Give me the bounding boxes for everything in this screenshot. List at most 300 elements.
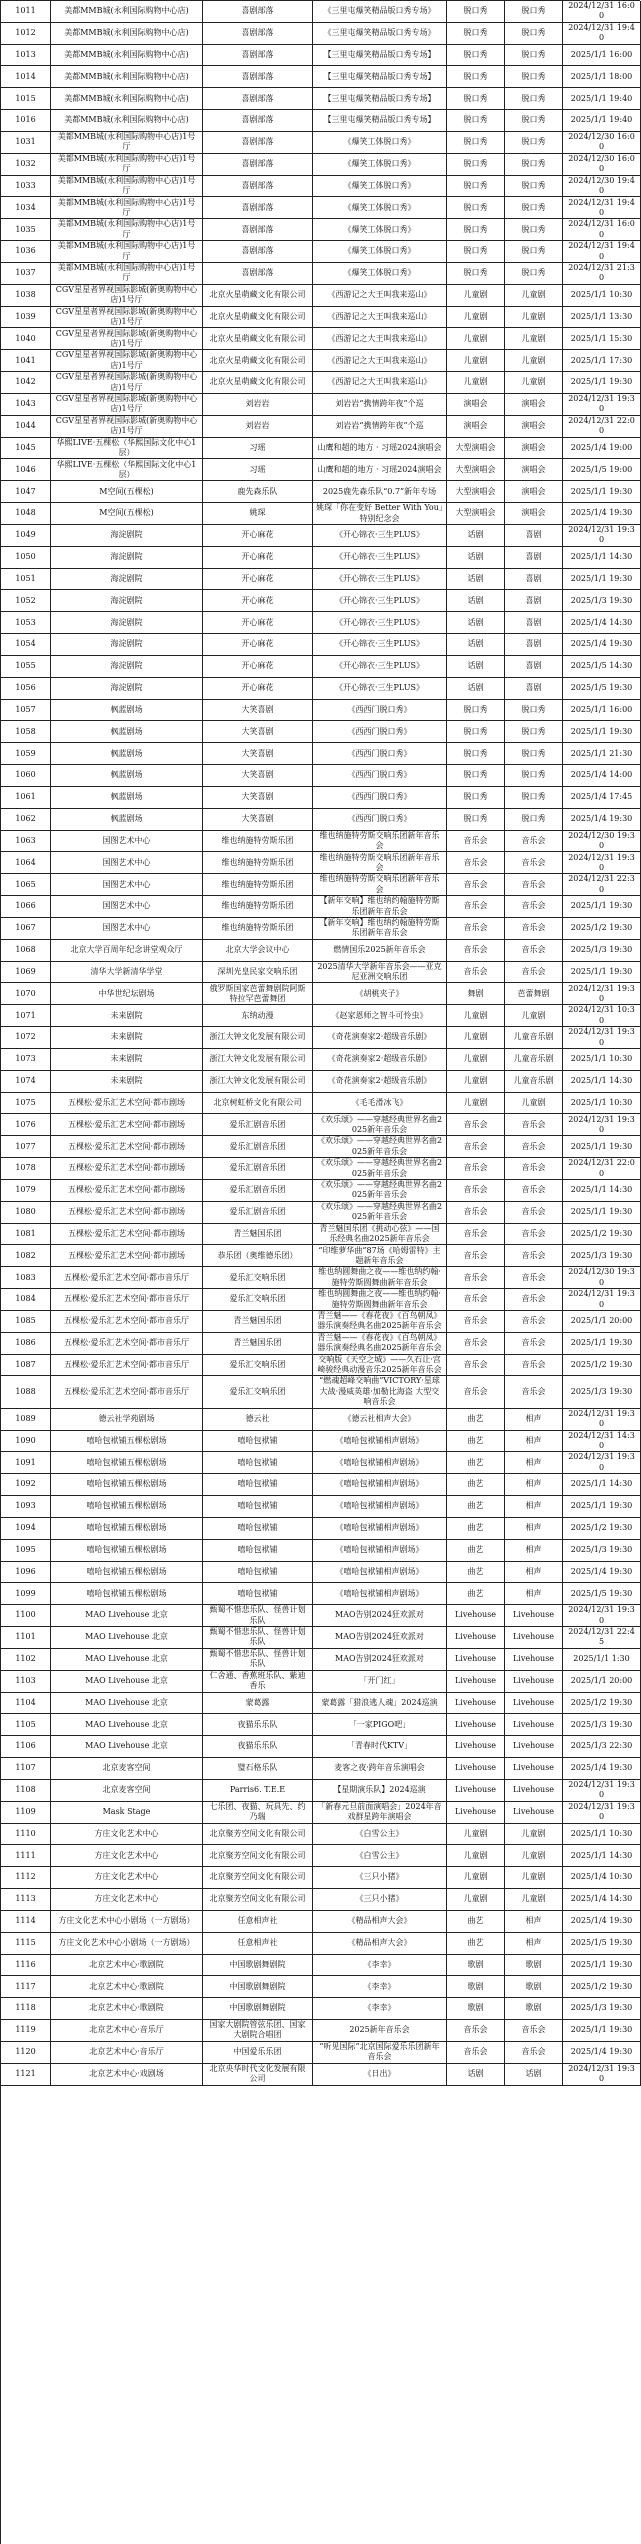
venue-cell: MAO Livehouse 北京 (51, 1693, 203, 1715)
show-title-cell: 《开心锦衣·三生PLUS》 (313, 656, 447, 678)
venue-cell: M空间(五棵松) (51, 481, 203, 503)
subcategory-cell: 喜剧 (505, 656, 563, 678)
venue-cell: 五棵松·爱乐汇艺术空间·都市音乐厅 (51, 1267, 203, 1289)
venue-cell: 美都MMB城(永利国际购物中心店) (51, 88, 203, 110)
organizer-cell: 北京火星萌藏文化有限公司 (203, 328, 313, 350)
subcategory-cell: 音乐会 (505, 1333, 563, 1355)
category-cell: 脱口秀 (447, 154, 505, 176)
row-number-cell: 1082 (1, 1245, 51, 1267)
datetime-cell: 2024/12/30 19:40 (563, 176, 641, 198)
venue-cell: MAO Livehouse 北京 (51, 1736, 203, 1758)
row-number-cell: 1046 (1, 459, 51, 481)
subcategory-cell: 音乐会 (505, 1224, 563, 1246)
venue-cell: 北京艺术中心·歌剧院 (51, 1955, 203, 1977)
datetime-cell: 2024/12/31 19:30 (563, 1114, 641, 1136)
venue-cell: 未来剧院 (51, 1071, 203, 1093)
category-cell: 音乐会 (447, 1158, 505, 1180)
show-title-cell: 《精品相声大会》 (313, 1933, 447, 1955)
category-cell: 儿童剧 (447, 1845, 505, 1867)
datetime-cell: 2024/12/31 14:30 (563, 1431, 641, 1453)
category-cell: Livehouse (447, 1802, 505, 1824)
organizer-cell: 甄蜀不惜悲乐队、怪兽计划乐队 (203, 1627, 313, 1649)
category-cell: 脱口秀 (447, 765, 505, 787)
row-number-cell: 1055 (1, 656, 51, 678)
category-cell: 脱口秀 (447, 176, 505, 198)
datetime-cell: 2025/1/1 19:30 (563, 372, 641, 394)
category-cell: Livehouse (447, 1671, 505, 1693)
row-number-cell: 1118 (1, 1998, 51, 2020)
show-title-cell: 《白雪公主》 (313, 1845, 447, 1867)
row-number-cell: 1073 (1, 1049, 51, 1071)
show-title-cell: 青兰魅——《春花夜》《百鸟朝凤》器乐演奏经典名曲2025新年音乐会 (313, 1311, 447, 1333)
datetime-cell: 2025/1/1 16:00 (563, 700, 641, 722)
row-number-cell: 1049 (1, 525, 51, 547)
row-number-cell: 1047 (1, 481, 51, 503)
row-number-cell: 1076 (1, 1114, 51, 1136)
datetime-cell: 2024/12/31 19:30 (563, 1452, 641, 1474)
subcategory-cell: 音乐会 (505, 2020, 563, 2042)
category-cell: 儿童剧 (447, 350, 505, 372)
show-title-cell: 《爆笑工体脱口秀》 (313, 241, 447, 263)
category-cell: 儿童剧 (447, 285, 505, 307)
row-number-cell: 1054 (1, 634, 51, 656)
organizer-cell: 爱乐汇交响乐团 (203, 1289, 313, 1311)
organizer-cell: 开心麻花 (203, 678, 313, 700)
subcategory-cell: 音乐会 (505, 1114, 563, 1136)
subcategory-cell: 相声 (505, 1452, 563, 1474)
subcategory-cell: Livehouse (505, 1605, 563, 1627)
organizer-cell: 璧石格乐队 (203, 1758, 313, 1780)
subcategory-cell: 喜剧 (505, 569, 563, 591)
row-number-cell: 1074 (1, 1071, 51, 1093)
row-number-cell: 1081 (1, 1224, 51, 1246)
category-cell: 脱口秀 (447, 197, 505, 219)
venue-cell: 中华世纪坛剧场 (51, 983, 203, 1005)
venue-cell: 五棵松·爱乐汇艺术空间·都市剧场 (51, 1245, 203, 1267)
datetime-cell: 2025/1/1 13:30 (563, 307, 641, 329)
venue-cell: M空间(五棵松) (51, 503, 203, 525)
organizer-cell: 爱乐汇剧音乐团 (203, 1158, 313, 1180)
organizer-cell: 大笑喜剧 (203, 721, 313, 743)
subcategory-cell: 脱口秀 (505, 88, 563, 110)
venue-cell: 美都MMB城(永利国际购物中心店)1号厅 (51, 241, 203, 263)
datetime-cell: 2025/1/3 19:30 (563, 1376, 641, 1408)
organizer-cell: 鹿先森乐队 (203, 481, 313, 503)
datetime-cell: 2025/1/1 19:30 (563, 721, 641, 743)
organizer-cell: 爱乐汇剧音乐团 (203, 1114, 313, 1136)
datetime-cell: 2024/12/31 19:30 (563, 1605, 641, 1627)
category-cell: Livehouse (447, 1649, 505, 1671)
show-title-cell: 《嘻哈包袱铺相声剧场》 (313, 1540, 447, 1562)
subcategory-cell: 脱口秀 (505, 197, 563, 219)
subcategory-cell: 相声 (505, 1518, 563, 1540)
category-cell: 歌剧 (447, 1976, 505, 1998)
datetime-cell: 2024/12/30 16:00 (563, 132, 641, 154)
row-number-cell: 1075 (1, 1093, 51, 1115)
datetime-cell: 2025/1/4 19:30 (563, 2042, 641, 2064)
datetime-cell: 2025/1/3 19:30 (563, 590, 641, 612)
show-title-cell: 《嘻哈包袱铺相声剧场》 (313, 1518, 447, 1540)
category-cell: 音乐会 (447, 896, 505, 918)
organizer-cell: 浙江大钟文化发展有限公司 (203, 1049, 313, 1071)
show-title-cell: “听见国际”北京国际爱乐乐团新年音乐会 (313, 2042, 447, 2064)
subcategory-cell: 歌剧 (505, 1955, 563, 1977)
row-number-cell: 1066 (1, 896, 51, 918)
category-cell: 脱口秀 (447, 23, 505, 45)
datetime-cell: 2025/1/1 19:30 (563, 569, 641, 591)
datetime-cell: 2024/12/31 19:30 (563, 2064, 641, 2086)
row-number-cell: 1065 (1, 874, 51, 896)
venue-cell: 北京麦客空间 (51, 1780, 203, 1802)
row-number-cell: 1039 (1, 307, 51, 329)
venue-cell: 未来剧院 (51, 1027, 203, 1049)
row-number-cell: 1120 (1, 2042, 51, 2064)
subcategory-cell: 歌剧 (505, 1998, 563, 2020)
organizer-cell: 大笑喜剧 (203, 700, 313, 722)
organizer-cell: 喜剧部落 (203, 176, 313, 198)
show-title-cell: MAO告别2024狂欢派对 (313, 1627, 447, 1649)
datetime-cell: 2024/12/31 22:00 (563, 416, 641, 438)
datetime-cell: 2025/1/4 19:30 (563, 1911, 641, 1933)
category-cell: 音乐会 (447, 1202, 505, 1224)
organizer-cell: 爱乐汇交响乐团 (203, 1355, 313, 1377)
show-title-cell: 《德云社相声大会》 (313, 1409, 447, 1431)
category-cell: 话剧 (447, 2064, 505, 2086)
subcategory-cell: 脱口秀 (505, 809, 563, 831)
row-number-cell: 1079 (1, 1180, 51, 1202)
datetime-cell: 2024/12/31 16:00 (563, 1, 641, 23)
show-title-cell: 《嘻哈包袱铺相声剧场》 (313, 1431, 447, 1453)
show-title-cell: 《西游记之大王叫我来巡山》 (313, 328, 447, 350)
datetime-cell: 2025/1/2 19:30 (563, 1518, 641, 1540)
organizer-cell: 德云社 (203, 1409, 313, 1431)
venue-cell: 五棵松·爱乐汇艺术空间·都市剧场 (51, 1224, 203, 1246)
show-title-cell: 【三里屯爆笑精品版口秀专场】 (313, 66, 447, 88)
organizer-cell: 任意相声社 (203, 1911, 313, 1933)
subcategory-cell: 脱口秀 (505, 154, 563, 176)
organizer-cell: 北京大学会议中心 (203, 940, 313, 962)
datetime-cell: 2025/1/1 19:30 (563, 962, 641, 984)
row-number-cell: 1068 (1, 940, 51, 962)
show-title-cell: 《李幸》 (313, 1976, 447, 1998)
row-number-cell: 1088 (1, 1376, 51, 1408)
datetime-cell: 2025/1/1 19:30 (563, 481, 641, 503)
venue-cell: 嘻哈包袱铺五棵松剧场 (51, 1583, 203, 1605)
subcategory-cell: 相声 (505, 1474, 563, 1496)
venue-cell: 嘻哈包袱铺五棵松剧场 (51, 1474, 203, 1496)
organizer-cell: 爱乐汇剧音乐团 (203, 1202, 313, 1224)
row-number-cell: 1064 (1, 852, 51, 874)
organizer-cell: 开心麻花 (203, 525, 313, 547)
venue-cell: 五棵松·爱乐汇艺术空间·都市音乐厅 (51, 1333, 203, 1355)
show-title-cell: 《李幸》 (313, 1955, 447, 1977)
venue-cell: 北京艺术中心·戏剧场 (51, 2064, 203, 2086)
subcategory-cell: 音乐会 (505, 1245, 563, 1267)
datetime-cell: 2025/1/5 19:30 (563, 1933, 641, 1955)
category-cell: 曲艺 (447, 1562, 505, 1584)
subcategory-cell: 相声 (505, 1431, 563, 1453)
venue-cell: 国图艺术中心 (51, 918, 203, 940)
datetime-cell: 2025/1/1 19:30 (563, 896, 641, 918)
category-cell: 音乐会 (447, 852, 505, 874)
category-cell: 曲艺 (447, 1431, 505, 1453)
datetime-cell: 2025/1/5 14:30 (563, 656, 641, 678)
organizer-cell: 中国歌剧舞剧院 (203, 1998, 313, 2020)
show-title-cell: 青兰魅国乐团《挑动心弦》——国乐经典名曲2025新年音乐会 (313, 1224, 447, 1246)
row-number-cell: 1031 (1, 132, 51, 154)
row-number-cell: 1078 (1, 1158, 51, 1180)
datetime-cell: 2024/12/31 19:30 (563, 525, 641, 547)
organizer-cell: 维也纳施特劳斯乐团 (203, 896, 313, 918)
venue-cell: 美都MMB城(永利国际购物中心店)1号厅 (51, 219, 203, 241)
row-number-cell: 1113 (1, 1889, 51, 1911)
row-number-cell: 1094 (1, 1518, 51, 1540)
show-title-cell: 《爆笑工体脱口秀》 (313, 176, 447, 198)
show-title-cell: 「新春元旦前面演唱会」2024年音戏群星跨年演唱会 (313, 1802, 447, 1824)
subcategory-cell: 喜剧 (505, 678, 563, 700)
datetime-cell: 2024/12/31 19:30 (563, 852, 641, 874)
row-number-cell: 1014 (1, 66, 51, 88)
subcategory-cell: 脱口秀 (505, 66, 563, 88)
venue-cell: CGV星星者界视国际影城(新奥购物中心店)1号厅 (51, 416, 203, 438)
venue-cell: CGV星星者界视国际影城(新奥购物中心店)1号厅 (51, 328, 203, 350)
venue-cell: 五棵松·爱乐汇艺术空间·都市剧场 (51, 1136, 203, 1158)
category-cell: 话剧 (447, 590, 505, 612)
organizer-cell: 北京聚芳空间文化有限公司 (203, 1889, 313, 1911)
show-title-cell: 《欢乐颂》——穿越经典世界名曲2025新年音乐会 (313, 1114, 447, 1136)
show-title-cell: 《西西门脱口秀》 (313, 700, 447, 722)
datetime-cell: 2024/12/31 10:30 (563, 1005, 641, 1027)
organizer-cell: 喜剧部落 (203, 88, 313, 110)
row-number-cell: 1041 (1, 350, 51, 372)
datetime-cell: 2025/1/3 22:30 (563, 1736, 641, 1758)
venue-cell: 国图艺术中心 (51, 874, 203, 896)
organizer-cell: 嘻哈包袱铺 (203, 1474, 313, 1496)
category-cell: 曲艺 (447, 1474, 505, 1496)
row-number-cell: 1087 (1, 1355, 51, 1377)
category-cell: 大型演唱会 (447, 503, 505, 525)
datetime-cell: 2025/1/4 10:30 (563, 1867, 641, 1889)
show-title-cell: 《西西门脱口秀》 (313, 765, 447, 787)
datetime-cell: 2025/1/3 19:30 (563, 1540, 641, 1562)
venue-cell: CGV星星者界视国际影城(新奥购物中心店)1号厅 (51, 285, 203, 307)
row-number-cell: 1058 (1, 721, 51, 743)
organizer-cell: 夜猫乐乐队 (203, 1714, 313, 1736)
venue-cell: 未来剧院 (51, 1005, 203, 1027)
venue-cell: 五棵松·爱乐汇艺术空间·都市剧场 (51, 1202, 203, 1224)
category-cell: 儿童剧 (447, 307, 505, 329)
category-cell: 话剧 (447, 678, 505, 700)
row-number-cell: 1119 (1, 2020, 51, 2042)
venue-cell: 枫蓝剧场 (51, 809, 203, 831)
row-number-cell: 1070 (1, 983, 51, 1005)
venue-cell: 海淀剧院 (51, 547, 203, 569)
show-title-cell: 《爆笑工体脱口秀》 (313, 263, 447, 285)
show-title-cell: 交响版《天空之城》——久石让·宫崎骏经典动漫音乐2025新年音乐会 (313, 1355, 447, 1377)
show-title-cell: 《嘻哈包袱铺相声剧场》 (313, 1583, 447, 1605)
subcategory-cell: 喜剧 (505, 612, 563, 634)
category-cell: 音乐会 (447, 1333, 505, 1355)
venue-cell: 枫蓝剧场 (51, 765, 203, 787)
category-cell: 脱口秀 (447, 721, 505, 743)
show-title-cell: 《西游记之大王叫我来巡山》 (313, 350, 447, 372)
row-number-cell: 1093 (1, 1496, 51, 1518)
subcategory-cell: 儿童音乐剧 (505, 1071, 563, 1093)
organizer-cell: 东纳动漫 (203, 1005, 313, 1027)
subcategory-cell: 儿童剧 (505, 1845, 563, 1867)
organizer-cell: 蒙葛露 (203, 1693, 313, 1715)
datetime-cell: 2025/1/1 10:30 (563, 1049, 641, 1071)
venue-cell: 华熙LIVE·五棵松（华熙国际文化中心1层） (51, 438, 203, 460)
show-title-cell: 《欢乐颂》——穿越经典世界名曲2025新年音乐会 (313, 1158, 447, 1180)
show-title-cell: 《三只小猪》 (313, 1889, 447, 1911)
subcategory-cell: 儿童剧 (505, 1093, 563, 1115)
category-cell: 儿童剧 (447, 1027, 505, 1049)
subcategory-cell: 脱口秀 (505, 1, 563, 23)
row-number-cell: 1095 (1, 1540, 51, 1562)
show-title-cell: 「一家PIGO吧」 (313, 1714, 447, 1736)
subcategory-cell: 演唱会 (505, 481, 563, 503)
subcategory-cell: Livehouse (505, 1693, 563, 1715)
category-cell: 脱口秀 (447, 45, 505, 67)
organizer-cell: 维也纳施特劳斯乐团 (203, 852, 313, 874)
datetime-cell: 2025/1/4 19:30 (563, 634, 641, 656)
subcategory-cell: 脱口秀 (505, 176, 563, 198)
organizer-cell: 北京央华时代文化发展有限公司 (203, 2064, 313, 2086)
subcategory-cell: 相声 (505, 1562, 563, 1584)
subcategory-cell: 脱口秀 (505, 263, 563, 285)
row-number-cell: 1110 (1, 1824, 51, 1846)
organizer-cell: 喜剧部落 (203, 110, 313, 132)
datetime-cell: 2025/1/4 14:30 (563, 612, 641, 634)
datetime-cell: 2024/12/31 19:30 (563, 1027, 641, 1049)
subcategory-cell: 脱口秀 (505, 45, 563, 67)
venue-cell: 方庄文化艺术中心 (51, 1889, 203, 1911)
category-cell: Livehouse (447, 1714, 505, 1736)
venue-cell: 方庄文化艺术中心 (51, 1845, 203, 1867)
venue-cell: 海淀剧院 (51, 569, 203, 591)
datetime-cell: 2025/1/1 10:30 (563, 1093, 641, 1115)
show-title-cell: 《白雪公主》 (313, 1824, 447, 1846)
category-cell: 演唱会 (447, 394, 505, 416)
show-title-cell: 蒙葛露「猎浪逃人魂」2024巡演 (313, 1693, 447, 1715)
category-cell: 脱口秀 (447, 88, 505, 110)
venue-cell: 嘻哈包袱铺五棵松剧场 (51, 1496, 203, 1518)
venue-cell: 国图艺术中心 (51, 831, 203, 853)
organizer-cell: 嘻哈包袱铺 (203, 1562, 313, 1584)
subcategory-cell: 音乐会 (505, 1136, 563, 1158)
organizer-cell: 恭乐团（奥维德乐团） (203, 1245, 313, 1267)
organizer-cell: 浙江大钟文化发展有限公司 (203, 1027, 313, 1049)
row-number-cell: 1037 (1, 263, 51, 285)
category-cell: Livehouse (447, 1693, 505, 1715)
organizer-cell: 维也纳施特劳斯乐团 (203, 831, 313, 853)
row-number-cell: 1043 (1, 394, 51, 416)
subcategory-cell: 脱口秀 (505, 23, 563, 45)
row-number-cell: 1052 (1, 590, 51, 612)
venue-cell: 枫蓝剧场 (51, 700, 203, 722)
subcategory-cell: 儿童剧 (505, 307, 563, 329)
row-number-cell: 1096 (1, 1562, 51, 1584)
subcategory-cell: 相声 (505, 1409, 563, 1431)
category-cell: 儿童剧 (447, 1005, 505, 1027)
organizer-cell: 大笑喜剧 (203, 765, 313, 787)
row-number-cell: 1071 (1, 1005, 51, 1027)
row-number-cell: 1059 (1, 743, 51, 765)
row-number-cell: 1077 (1, 1136, 51, 1158)
subcategory-cell: Livehouse (505, 1780, 563, 1802)
organizer-cell: 甄蜀不惜悲乐队、怪兽计划乐队 (203, 1605, 313, 1627)
datetime-cell: 2025/1/1 10:30 (563, 285, 641, 307)
datetime-cell: 2025/1/1 14:30 (563, 547, 641, 569)
venue-cell: 海淀剧院 (51, 634, 203, 656)
category-cell: 音乐会 (447, 918, 505, 940)
category-cell: 儿童剧 (447, 1049, 505, 1071)
show-title-cell: 《日出》 (313, 2064, 447, 2086)
subcategory-cell: 儿童剧 (505, 285, 563, 307)
organizer-cell: 喜剧部落 (203, 1, 313, 23)
row-number-cell: 1013 (1, 45, 51, 67)
subcategory-cell: Livehouse (505, 1714, 563, 1736)
category-cell: 音乐会 (447, 1114, 505, 1136)
datetime-cell: 2025/1/1 14:30 (563, 1180, 641, 1202)
datetime-cell: 2025/1/3 19:30 (563, 1998, 641, 2020)
row-number-cell: 1034 (1, 197, 51, 219)
show-title-cell: 《赵家恩师之智斗可怜虫》 (313, 1005, 447, 1027)
subcategory-cell: 相声 (505, 1540, 563, 1562)
row-number-cell: 1116 (1, 1955, 51, 1977)
venue-cell: MAO Livehouse 北京 (51, 1671, 203, 1693)
category-cell: 音乐会 (447, 874, 505, 896)
show-title-cell: 【三里屯爆笑精品版口秀专场】 (313, 110, 447, 132)
datetime-cell: 2025/1/2 19:30 (563, 1693, 641, 1715)
datetime-cell: 2025/1/1 10:30 (563, 1824, 641, 1846)
organizer-cell: 刘岩岩 (203, 394, 313, 416)
venue-cell: 北京艺术中心·音乐厅 (51, 2042, 203, 2064)
datetime-cell: 2024/12/31 19:40 (563, 241, 641, 263)
datetime-cell: 2025/1/1 17:30 (563, 350, 641, 372)
row-number-cell: 1011 (1, 1, 51, 23)
venue-cell: 德云社学苑剧场 (51, 1409, 203, 1431)
subcategory-cell: 儿童剧 (505, 350, 563, 372)
row-number-cell: 1112 (1, 1867, 51, 1889)
organizer-cell: 喜剧部落 (203, 197, 313, 219)
show-title-cell: 麦客之夜·跨年音乐演唱会 (313, 1758, 447, 1780)
venue-cell: 枫蓝剧场 (51, 743, 203, 765)
subcategory-cell: Livehouse (505, 1671, 563, 1693)
category-cell: 音乐会 (447, 1289, 505, 1311)
row-number-cell: 1117 (1, 1976, 51, 1998)
show-title-cell: 《爆笑工体脱口秀》 (313, 197, 447, 219)
category-cell: 话剧 (447, 634, 505, 656)
category-cell: 脱口秀 (447, 66, 505, 88)
show-title-cell: 《西西门脱口秀》 (313, 787, 447, 809)
category-cell: 脱口秀 (447, 743, 505, 765)
show-title-cell: 《欢乐颂》——穿越经典世界名曲2025新年音乐会 (313, 1180, 447, 1202)
organizer-cell: 中国歌剧舞剧院 (203, 1976, 313, 1998)
subcategory-cell: 喜剧 (505, 525, 563, 547)
organizer-cell: 刘岩岩 (203, 416, 313, 438)
datetime-cell: 2025/1/4 14:00 (563, 765, 641, 787)
show-title-cell: 【星期演乐队】2024巡演 (313, 1780, 447, 1802)
category-cell: 曲艺 (447, 1540, 505, 1562)
row-number-cell: 1035 (1, 219, 51, 241)
show-title-cell: 【新年交响】维也纳约翰施特劳斯乐团新年音乐会 (313, 918, 447, 940)
show-title-cell: 《开心锦衣·三生PLUS》 (313, 634, 447, 656)
row-number-cell: 1067 (1, 918, 51, 940)
show-title-cell: 《嘻哈包袱铺相声剧场》 (313, 1452, 447, 1474)
organizer-cell: 喜剧部落 (203, 154, 313, 176)
